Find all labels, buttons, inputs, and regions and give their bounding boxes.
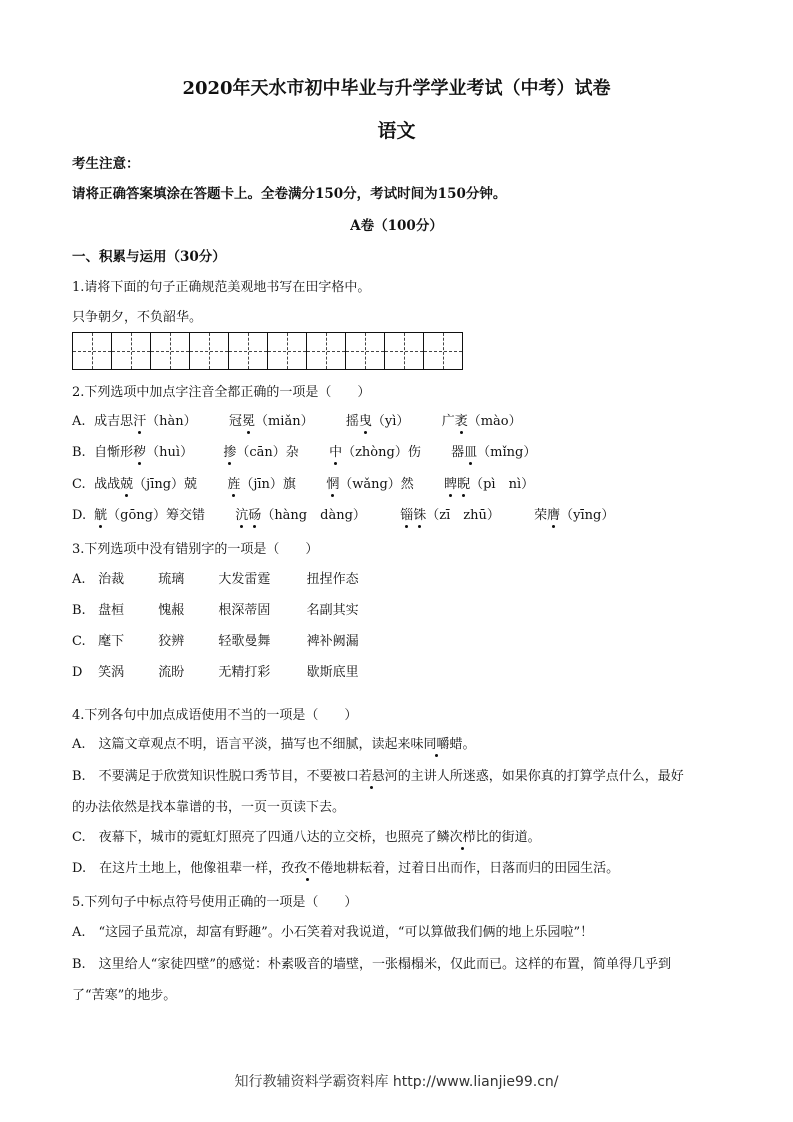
q1-stem: 1.请将下面的句子正确规范美观地书写在田字格中。 [72,280,371,295]
part1-heading: 一、积累与运用（30分） [72,249,226,265]
grid-cell [72,332,112,370]
section-a-heading: A卷（100分） [350,218,443,234]
q3-option-c: C. 麾下 狡辨 轻歌曼舞 裨补阙漏 [72,634,359,649]
dotted-idiom: 味同嚼蜡 [410,737,463,752]
q5-option-b-cont: 了“苦寒”的地步。 [72,988,177,1003]
q2-option-d: D. 觥（gōng）筹交错 沆砀（hàng dàng） 锱铢（zī zhū） 荣膺（yīng） [72,504,614,523]
q4-stem: 4.下列各句中加点成语使用不当的一项是（ ） [72,708,358,723]
q2-option-c: C. 战战兢（jīng）兢 旌（jīn）旗 惘（wǎng）然 睥睨（pì nì） [72,473,534,492]
q2-option-a: A. 成吉思汗（hàn） 冠冕（miǎn） 摇曳（yì） 广袤（mào） [72,410,522,429]
q4-option-c: C. 夜幕下，城市的霓虹灯照亮了四通八达的立交桥，也照亮了鳞次栉比的街道。 [72,830,541,845]
tianzige-grid [72,332,462,370]
grid-cell [111,332,151,370]
q4-option-d: D. 在这片土地上，他像祖辈一样，孜孜不倦地耕耘着，过着日出而作，日落而归的田园生活。 [72,861,620,876]
grid-cell [189,332,229,370]
dotted-idiom: 孜孜不倦 [281,861,334,876]
q5-stem: 5.下列句子中标点符号使用正确的一项是（ ） [72,895,358,910]
notice-text: 请将正确答案填涂在答题卡上。全卷满分150分，考试时间为150分钟。 [72,186,507,202]
q4-option-b: B. 不要满足于欣赏知识性脱口秀节目，不要被口若悬河的主讲人所迷惑，如果你真的打算学点什么，最好 [72,769,684,784]
q3-option-d: D 笑涡 流盼 无精打彩 歇斯底里 [72,665,359,680]
grid-cell [423,332,463,370]
dotted-idiom: 口若悬河 [345,769,398,784]
grid-cell [306,332,346,370]
q5-option-b: B. 这里给人“家徒四壁”的感觉：朴素吸音的墙壁，一张榻榻米，仅此而已。这样的布置，简单得几乎到 [72,957,671,972]
grid-cell [150,332,190,370]
subject-title: 语文 [377,120,416,142]
q5-option-a: A. “这园子虽荒凉，却富有野趣”。小石笑着对我说道，“可以算做我们俩的地上乐园啦”！ [72,925,594,940]
page-title: 2020年天水市初中毕业与升学学业考试（中考）试卷 [182,78,611,99]
q3-option-b: B. 盘桓 愧赧 根深蒂固 名副其实 [72,603,359,618]
q3-option-a: A. 治裁 琉璃 大发雷霆 扭捏作态 [72,572,359,587]
grid-cell [384,332,424,370]
q4-option-b-cont: 的办法依然是找本靠谱的书，一页一页读下去。 [72,800,346,815]
q1-sentence: 只争朝夕，不负韶华。 [72,310,203,325]
q2-option-b: B. 自惭形秽（huì） 掺（cān）杂 中（zhòng）伤 器皿（mǐng） [72,441,536,460]
footer-watermark: 知行教辅资料学霸资料库 http://www.lianjie99.cn/ [234,1074,559,1090]
grid-cell [345,332,385,370]
grid-cell [267,332,307,370]
q3-stem: 3.下列选项中没有错别字的一项是（ ） [72,542,319,557]
q4-option-a: A. 这篇文章观点不明，语言平淡，描写也不细腻，读起来味同嚼蜡。 [72,737,476,752]
notice-heading: 考生注意： [72,156,140,172]
dotted-idiom: 鳞次栉比 [436,830,489,845]
q2-stem: 2.下列选项中加点字注音全都正确的一项是（ ） [72,385,371,400]
grid-cell [228,332,268,370]
